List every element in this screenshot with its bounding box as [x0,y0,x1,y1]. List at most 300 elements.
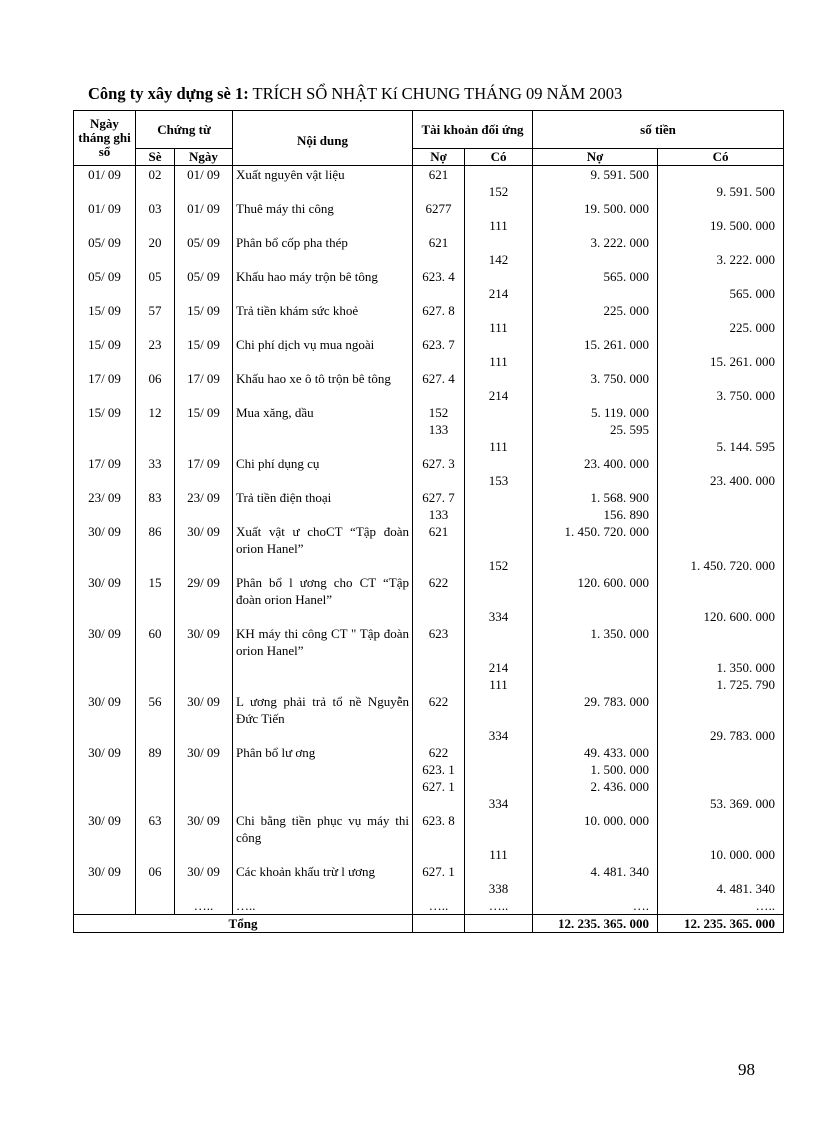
row-voucher-no: 15 [136,574,175,608]
row-amount-credit: ….. [658,897,784,915]
row-account-credit [465,200,533,217]
row-content: Khấu hao xe ô tô trộn bê tông [233,370,413,387]
row-account-credit: ….. [465,897,533,915]
row-date [74,285,136,302]
row-amount-credit [658,625,784,659]
table-row [74,166,784,184]
row-date [74,659,136,676]
row-account-debit [413,880,465,897]
row-account-credit: 111 [465,676,533,693]
row-voucher-date: 05/ 09 [175,234,233,251]
row-amount-debit [533,676,658,693]
row-amount-debit: 2. 436. 000 [533,778,658,795]
row-voucher-no [136,387,175,404]
table-row [74,200,784,217]
total-spacer-credit [465,915,533,933]
row-content: L ương phải trả tổ nề Nguyễn Đức Tiến [233,693,413,727]
row-amount-credit [658,863,784,880]
row-voucher-date [175,846,233,863]
row-amount-debit: 9. 591. 500 [533,166,658,184]
row-voucher-no: 60 [136,625,175,659]
row-account-debit: 133 [413,421,465,438]
row-amount-debit: 29. 783. 000 [533,693,658,727]
row-voucher-date: 01/ 09 [175,166,233,184]
header-account: Tài khoản đối ứng [413,111,533,149]
row-account-credit: 142 [465,251,533,268]
table-row [74,557,784,574]
row-amount-credit: 1. 350. 000 [658,659,784,676]
row-voucher-no: 06 [136,863,175,880]
row-amount-credit: 19. 500. 000 [658,217,784,234]
row-amount-debit: 565. 000 [533,268,658,285]
row-content [233,727,413,744]
row-account-debit: 152 [413,404,465,421]
table-row [74,302,784,319]
row-date: 05/ 09 [74,234,136,251]
row-account-credit [465,863,533,880]
table-row [74,370,784,387]
table-row [74,897,784,915]
row-date [74,761,136,778]
row-voucher-date: 30/ 09 [175,625,233,659]
row-account-debit: 622 [413,744,465,761]
row-account-debit: 627. 4 [413,370,465,387]
row-voucher-date [175,319,233,336]
row-content: Trả tiền điện thoại [233,489,413,506]
journal-heading: TRÍCH SỔ NHẬT Kí CHUNG THÁNG 09 NĂM 2003 [252,84,623,103]
row-content [233,421,413,438]
row-account-credit: 152 [465,183,533,200]
row-date [74,727,136,744]
row-voucher-date: ….. [175,897,233,915]
header-amount-credit: Có [658,149,784,166]
row-date: 15/ 09 [74,302,136,319]
header-voucher-date: Ngày [175,149,233,166]
table-row [74,880,784,897]
header-amount: số tiền [533,111,784,149]
row-content: KH máy thi công CT " Tập đoàn orion Hanel” [233,625,413,659]
row-amount-credit: 23. 400. 000 [658,472,784,489]
row-amount-debit: 225. 000 [533,302,658,319]
row-account-debit [413,557,465,574]
row-voucher-date: 15/ 09 [175,302,233,319]
row-account-credit [465,778,533,795]
table-row [74,234,784,251]
row-content [233,761,413,778]
row-voucher-date: 30/ 09 [175,744,233,761]
row-amount-credit [658,421,784,438]
row-voucher-no [136,183,175,200]
row-account-credit [465,506,533,523]
row-voucher-no: 33 [136,455,175,472]
row-voucher-no [136,676,175,693]
row-voucher-no [136,217,175,234]
row-content [233,659,413,676]
row-content [233,183,413,200]
table-row [74,727,784,744]
table-row [74,251,784,268]
table-row [74,676,784,693]
row-amount-debit: 25. 595 [533,421,658,438]
row-date [74,880,136,897]
row-voucher-date [175,353,233,370]
row-voucher-date [175,251,233,268]
row-content [233,217,413,234]
row-amount-credit [658,166,784,184]
row-account-debit: 623. 8 [413,812,465,846]
row-amount-debit: 1. 568. 900 [533,489,658,506]
row-content: Chi phí dịch vụ mua ngoài [233,336,413,353]
table-row [74,353,784,370]
row-account-credit [465,812,533,846]
row-date: 30/ 09 [74,574,136,608]
table-row [74,472,784,489]
row-content [233,880,413,897]
row-amount-credit [658,761,784,778]
row-date [74,183,136,200]
total-spacer-debit [413,915,465,933]
row-voucher-date [175,217,233,234]
row-voucher-no: 89 [136,744,175,761]
row-content [233,557,413,574]
row-date [74,557,136,574]
row-content [233,506,413,523]
row-voucher-date [175,761,233,778]
row-voucher-date [175,472,233,489]
row-date: 17/ 09 [74,370,136,387]
row-account-credit [465,625,533,659]
row-voucher-date [175,608,233,625]
row-amount-debit [533,608,658,625]
row-content [233,438,413,455]
row-account-debit [413,438,465,455]
row-date [74,251,136,268]
row-amount-debit [533,846,658,863]
table-row [74,285,784,302]
row-date [74,217,136,234]
general-journal-table [73,110,784,933]
row-content [233,846,413,863]
row-account-credit: 214 [465,387,533,404]
row-date [74,608,136,625]
row-date: 15/ 09 [74,336,136,353]
row-amount-debit: 15. 261. 000 [533,336,658,353]
row-account-debit: ….. [413,897,465,915]
row-date: 30/ 09 [74,693,136,727]
table-row [74,574,784,608]
row-account-debit: 133 [413,506,465,523]
row-amount-credit [658,812,784,846]
row-account-debit: 623. 7 [413,336,465,353]
row-account-credit: 111 [465,217,533,234]
row-content: Chi bằng tiền phục vụ máy thi công [233,812,413,846]
row-amount-credit: 3. 222. 000 [658,251,784,268]
row-amount-debit: 3. 222. 000 [533,234,658,251]
total-credit: 12. 235. 365. 000 [658,915,784,933]
row-voucher-no: 03 [136,200,175,217]
table-row [74,608,784,625]
row-voucher-date: 23/ 09 [175,489,233,506]
row-account-debit [413,217,465,234]
row-voucher-date: 30/ 09 [175,863,233,880]
table-row [74,336,784,353]
row-date [74,387,136,404]
row-account-credit: 214 [465,659,533,676]
row-account-debit [413,285,465,302]
table-row [74,625,784,659]
row-content: Phân bổ cốp pha thép [233,234,413,251]
row-amount-credit: 5. 144. 595 [658,438,784,455]
row-voucher-no [136,727,175,744]
row-voucher-no: 56 [136,693,175,727]
row-voucher-no: 12 [136,404,175,421]
row-amount-debit [533,183,658,200]
row-content: Các khoản khấu trừ l ương [233,863,413,880]
row-voucher-date [175,438,233,455]
row-account-debit: 621 [413,523,465,557]
row-amount-debit [533,659,658,676]
row-account-debit: 621 [413,166,465,184]
row-voucher-date [175,183,233,200]
row-account-credit [465,761,533,778]
row-account-debit: 627. 8 [413,302,465,319]
row-date [74,778,136,795]
row-amount-credit [658,778,784,795]
row-voucher-date: 15/ 09 [175,336,233,353]
row-account-credit: 334 [465,608,533,625]
row-account-credit [465,166,533,184]
row-amount-credit: 10. 000. 000 [658,846,784,863]
row-amount-debit [533,285,658,302]
row-amount-credit: 120. 600. 000 [658,608,784,625]
row-voucher-no [136,251,175,268]
row-amount-credit [658,302,784,319]
row-amount-credit: 29. 783. 000 [658,727,784,744]
row-account-credit [465,489,533,506]
row-date: 01/ 09 [74,200,136,217]
row-voucher-no [136,557,175,574]
header-date: Ngày tháng ghi sổ [74,111,136,166]
row-amount-credit: 53. 369. 000 [658,795,784,812]
total-debit: 12. 235. 365. 000 [533,915,658,933]
row-amount-credit [658,268,784,285]
header-amount-debit: Nợ [533,149,658,166]
row-account-credit [465,404,533,421]
row-account-debit [413,251,465,268]
row-date [74,319,136,336]
row-date: 30/ 09 [74,863,136,880]
row-voucher-date [175,387,233,404]
table-row [74,693,784,727]
row-date [74,472,136,489]
row-date [74,506,136,523]
row-account-debit: 622 [413,693,465,727]
row-amount-credit: 15. 261. 000 [658,353,784,370]
table-row [74,217,784,234]
row-voucher-no [136,438,175,455]
row-voucher-date: 30/ 09 [175,693,233,727]
row-amount-debit: 1. 450. 720. 000 [533,523,658,557]
row-amount-debit: 19. 500. 000 [533,200,658,217]
row-voucher-no: 57 [136,302,175,319]
row-content [233,778,413,795]
row-account-credit: 334 [465,727,533,744]
row-content: Xuất vật ư choCT “Tập đoàn orion Hanel” [233,523,413,557]
row-date: 30/ 09 [74,812,136,846]
row-amount-debit: 49. 433. 000 [533,744,658,761]
row-voucher-no: 86 [136,523,175,557]
row-voucher-no: 83 [136,489,175,506]
row-amount-credit [658,693,784,727]
header-account-credit: Có [465,149,533,166]
table-row [74,863,784,880]
row-amount-debit [533,251,658,268]
row-account-credit [465,234,533,251]
row-voucher-date [175,880,233,897]
row-account-credit [465,523,533,557]
table-row [74,846,784,863]
row-voucher-no: 02 [136,166,175,184]
row-account-debit [413,659,465,676]
table-row [74,795,784,812]
row-voucher-no [136,319,175,336]
row-content: Trả tiền khám sức khoẻ [233,302,413,319]
row-account-credit [465,336,533,353]
row-amount-credit: 9. 591. 500 [658,183,784,200]
row-date [74,846,136,863]
row-voucher-date: 30/ 09 [175,812,233,846]
row-content: Khấu hao máy trộn bê tông [233,268,413,285]
row-voucher-no [136,353,175,370]
table-row [74,455,784,472]
row-account-credit: 338 [465,880,533,897]
row-content [233,285,413,302]
row-content [233,472,413,489]
table-row [74,438,784,455]
row-account-credit: 111 [465,353,533,370]
row-account-debit [413,608,465,625]
row-amount-debit: 120. 600. 000 [533,574,658,608]
row-amount-credit [658,200,784,217]
row-voucher-no [136,761,175,778]
row-amount-debit: 156. 890 [533,506,658,523]
row-date: 01/ 09 [74,166,136,184]
row-amount-debit [533,319,658,336]
row-content: ….. [233,897,413,915]
row-account-debit [413,353,465,370]
row-date [74,353,136,370]
total-row [74,915,784,933]
table-row [74,744,784,761]
row-content: Phân bổ l ương cho CT “Tập đoàn orion Hanel” [233,574,413,608]
row-voucher-date [175,421,233,438]
row-voucher-date [175,285,233,302]
table-row [74,523,784,557]
row-amount-credit [658,455,784,472]
row-account-credit: 111 [465,846,533,863]
row-amount-credit [658,404,784,421]
row-amount-credit: 3. 750. 000 [658,387,784,404]
row-amount-credit: 1. 450. 720. 000 [658,557,784,574]
row-amount-credit [658,234,784,251]
row-account-credit [465,574,533,608]
row-amount-credit [658,523,784,557]
row-amount-debit: 23. 400. 000 [533,455,658,472]
row-account-credit [465,302,533,319]
row-date: 17/ 09 [74,455,136,472]
row-voucher-no [136,421,175,438]
row-amount-debit: 1. 500. 000 [533,761,658,778]
row-amount-debit [533,472,658,489]
total-label: Tổng [74,915,413,933]
row-amount-credit [658,489,784,506]
row-account-credit [465,744,533,761]
row-voucher-date: 17/ 09 [175,370,233,387]
row-account-credit [465,455,533,472]
row-content [233,353,413,370]
row-content [233,795,413,812]
row-account-credit: 111 [465,319,533,336]
row-content [233,387,413,404]
row-voucher-date [175,778,233,795]
header-content: Nội dung [233,111,413,166]
row-voucher-no [136,472,175,489]
row-voucher-date [175,676,233,693]
row-account-debit: 623 [413,625,465,659]
row-account-credit: 214 [465,285,533,302]
row-content [233,251,413,268]
row-account-debit [413,183,465,200]
row-date: 15/ 09 [74,404,136,421]
row-content: Thuê máy thi công [233,200,413,217]
row-content: Phân bổ lư ơng [233,744,413,761]
row-amount-debit: 3. 750. 000 [533,370,658,387]
row-account-debit: 627. 3 [413,455,465,472]
row-account-debit [413,387,465,404]
row-account-debit: 627. 1 [413,778,465,795]
row-account-debit [413,846,465,863]
row-voucher-no [136,795,175,812]
row-account-debit [413,727,465,744]
row-date [74,438,136,455]
row-amount-debit [533,880,658,897]
row-amount-debit [533,387,658,404]
row-voucher-no: 23 [136,336,175,353]
table-row [74,778,784,795]
row-account-debit: 623. 1 [413,761,465,778]
row-date [74,421,136,438]
row-voucher-no [136,897,175,915]
row-voucher-no: 05 [136,268,175,285]
row-content: Xuất nguyên vật liệu [233,166,413,184]
row-voucher-no [136,506,175,523]
table-row [74,489,784,506]
row-amount-debit [533,353,658,370]
row-amount-credit [658,506,784,523]
row-voucher-no: 63 [136,812,175,846]
table-row [74,659,784,676]
row-date: 30/ 09 [74,744,136,761]
row-content [233,676,413,693]
row-account-credit [465,421,533,438]
row-account-debit: 622 [413,574,465,608]
page-title [88,84,622,104]
journal-entries [74,166,784,915]
row-date: 05/ 09 [74,268,136,285]
row-account-debit [413,795,465,812]
table-row [74,268,784,285]
row-voucher-no [136,659,175,676]
